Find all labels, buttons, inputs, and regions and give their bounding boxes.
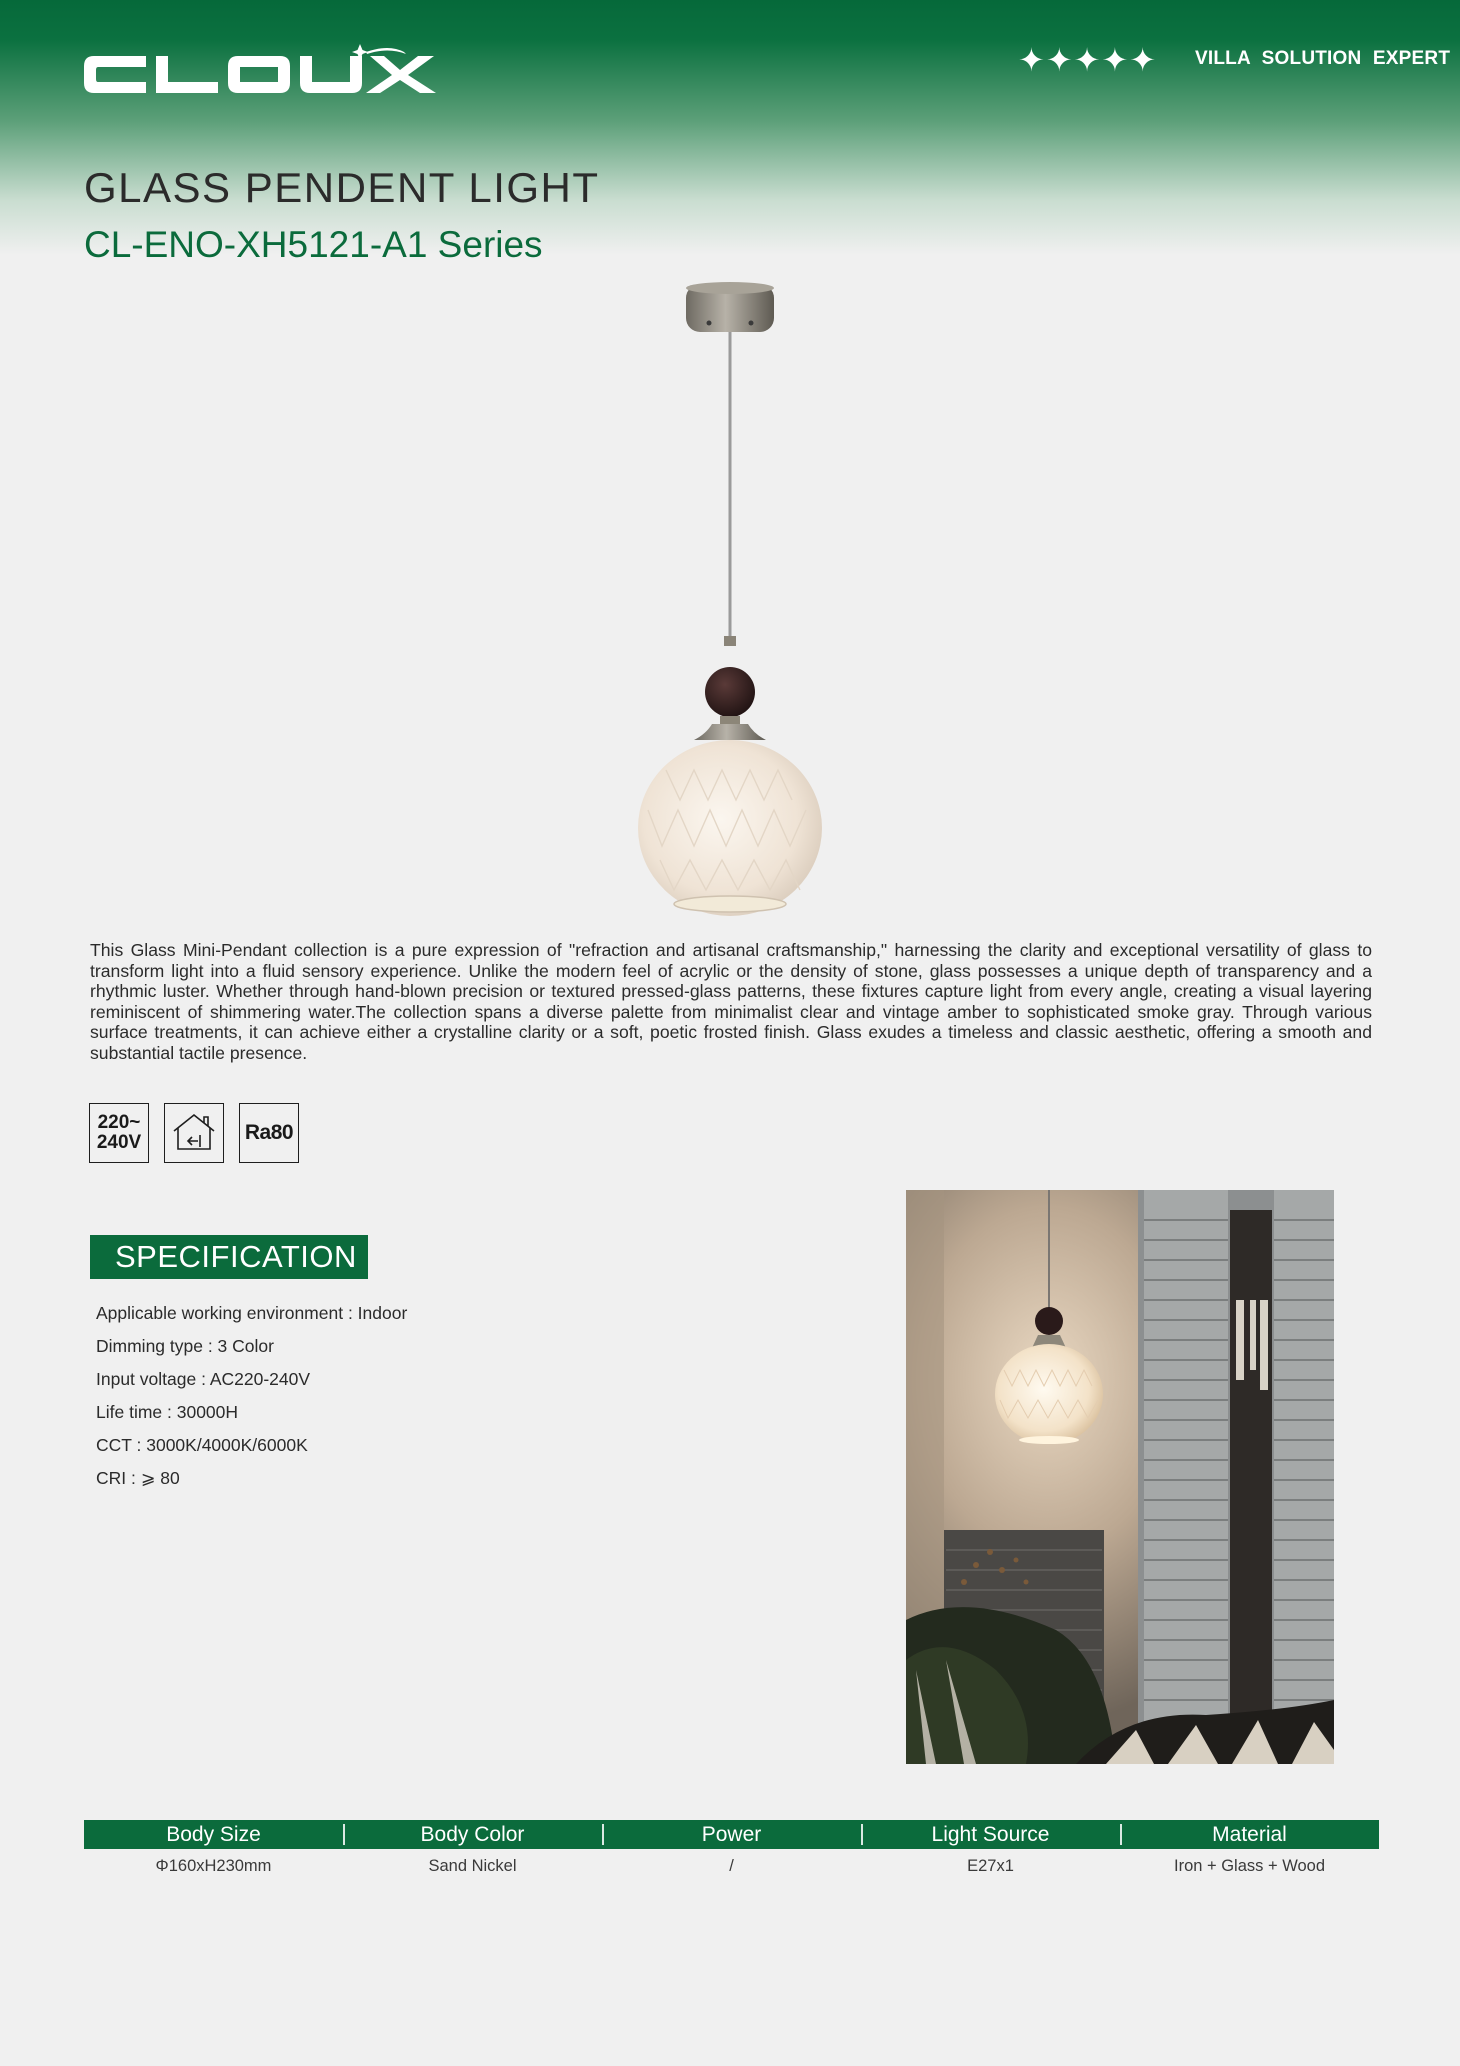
- table-header-row: [84, 1820, 1379, 1849]
- table-cell: Φ160xH230mm: [155, 1857, 272, 1875]
- specification-table: [84, 1820, 1379, 1876]
- table-cell: Iron + Glass + Wood: [1173, 1857, 1326, 1875]
- spec-item: Life time : 30000H: [96, 1402, 239, 1422]
- room-scene-photo: [906, 1190, 1334, 1764]
- header-banner: [0, 0, 1460, 260]
- table-header-cell: Light Source: [861, 1820, 1120, 1849]
- specification-list: [96, 1302, 407, 1500]
- spec-item: CRI : ⩾ 80: [96, 1468, 180, 1488]
- tagline: VILLA SOLUTION EXPERT: [1195, 48, 1451, 69]
- spec-item: Input voltage : AC220-240V: [96, 1369, 311, 1389]
- table-header-cell: Body Color: [343, 1820, 602, 1849]
- indoor-house-icon: [164, 1103, 224, 1163]
- table-header-cell: Power: [602, 1820, 861, 1849]
- pendant-lamp-image: [620, 280, 840, 920]
- product-description: This Glass Mini-Pendant collection is a pure expression of "refraction and artisanal craftsmanship," harnessing the clarity and exceptional versatility of glass to transform light into a fluid sensory experience. Unlike the modern feel of acrylic or the density of stone, glass possesses a unique depth of transparency and a rhythmic luster. Whether through hand-blown precision or textured pressed-glass patterns, these fixtures capture light from every angle, creating a visual layering reminiscent of shimmering water.The collection spans a diverse palette from minimalist clear and vintage amber to sophisticated smoke gray. Through various surface treatments, it can achieve either a crystalline clarity or a soft, poetic frosted finish. Glass exudes a timeless and classic aesthetic, offering a smooth and substantial tactile presence.: [90, 940, 1372, 1063]
- cloux-logo: [84, 42, 440, 102]
- series-subtitle: CL-ENO-XH5121-A1 Series: [84, 224, 543, 265]
- spec-item: CCT : 3000K/4000K/6000K: [96, 1435, 308, 1455]
- spec-item: Dimming type : 3 Color: [96, 1336, 274, 1356]
- voltage-badge-line1: 220~: [97, 1112, 141, 1133]
- voltage-badge: [89, 1103, 149, 1163]
- table-header-cell: Body Size: [166, 1823, 261, 1846]
- table-header-cell: Material: [1120, 1820, 1379, 1849]
- table-cell: /: [729, 1857, 734, 1875]
- table-row: [84, 1857, 1379, 1876]
- page-title: GLASS PENDENT LIGHT: [84, 164, 600, 211]
- cri-badge: Ra80: [239, 1103, 299, 1163]
- voltage-badge-line2: 240V: [96, 1132, 142, 1153]
- rating-stars: ✦✦✦✦✦: [1018, 42, 1158, 78]
- table-cell: E27x1: [967, 1857, 1014, 1875]
- specification-heading: SPECIFICATION: [90, 1235, 368, 1279]
- table-cell: Sand Nickel: [428, 1857, 517, 1875]
- spec-item: Applicable working environment : Indoor: [96, 1303, 408, 1323]
